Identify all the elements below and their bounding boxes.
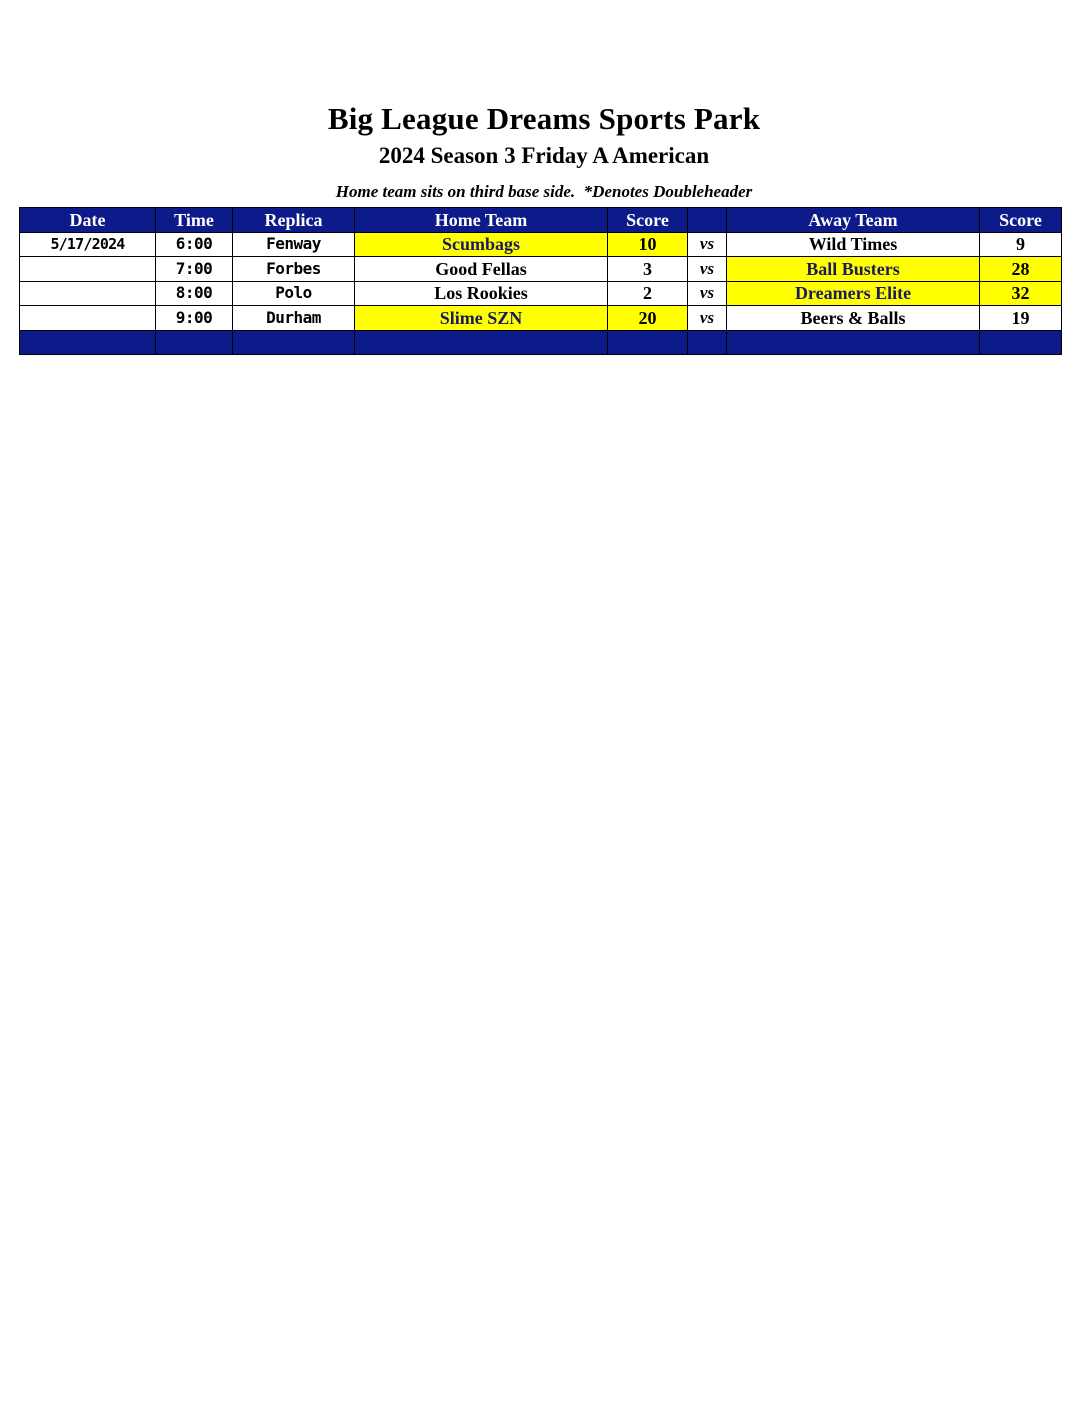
footer-cell bbox=[233, 330, 355, 355]
game-time: 6:00 bbox=[156, 232, 233, 257]
game-time: 8:00 bbox=[156, 281, 233, 306]
table-row bbox=[20, 232, 1062, 257]
table-header-row bbox=[20, 208, 1062, 233]
away-score: 9 bbox=[980, 232, 1062, 257]
game-replica: Durham bbox=[233, 306, 355, 331]
column-header-home-score: Score bbox=[608, 208, 688, 233]
footer-cell bbox=[355, 330, 608, 355]
footer-cell bbox=[20, 330, 156, 355]
game-date bbox=[20, 306, 156, 331]
game-time: 9:00 bbox=[156, 306, 233, 331]
page-title: Big League Dreams Sports Park bbox=[327, 101, 761, 136]
away-score: 28 bbox=[980, 257, 1062, 282]
away-team: Dreamers Elite bbox=[727, 281, 980, 306]
column-header-away-score: Score bbox=[980, 208, 1062, 233]
vs-label: vs bbox=[688, 281, 727, 306]
footer-cell bbox=[727, 330, 980, 355]
table-row bbox=[20, 281, 1062, 306]
schedule-table bbox=[19, 207, 1062, 355]
column-header-replica: Replica bbox=[233, 208, 355, 233]
table-row bbox=[20, 257, 1062, 282]
home-team: Slime SZN bbox=[355, 306, 608, 331]
table-footer-row bbox=[20, 330, 1062, 355]
game-date: 5/17/2024 bbox=[20, 232, 156, 257]
footer-cell bbox=[688, 330, 727, 355]
away-score: 32 bbox=[980, 281, 1062, 306]
away-team: Ball Busters bbox=[727, 257, 980, 282]
vs-label: vs bbox=[688, 257, 727, 282]
home-team: Scumbags bbox=[355, 232, 608, 257]
game-date bbox=[20, 281, 156, 306]
table-row bbox=[20, 306, 1062, 331]
game-time: 7:00 bbox=[156, 257, 233, 282]
game-date bbox=[20, 257, 156, 282]
home-score: 20 bbox=[608, 306, 688, 331]
column-header-date: Date bbox=[20, 208, 156, 233]
footer-cell bbox=[980, 330, 1062, 355]
home-score: 10 bbox=[608, 232, 688, 257]
home-team: Los Rookies bbox=[355, 281, 608, 306]
vs-label: vs bbox=[688, 306, 727, 331]
home-score: 2 bbox=[608, 281, 688, 306]
game-replica: Fenway bbox=[233, 232, 355, 257]
home-team: Good Fellas bbox=[355, 257, 608, 282]
column-header-away-team: Away Team bbox=[727, 208, 980, 233]
column-header-home-team: Home Team bbox=[355, 208, 608, 233]
page-subtitle: 2024 Season 3 Friday A American bbox=[378, 143, 710, 168]
home-score: 3 bbox=[608, 257, 688, 282]
vs-label: vs bbox=[688, 232, 727, 257]
footer-cell bbox=[608, 330, 688, 355]
away-score: 19 bbox=[980, 306, 1062, 331]
footer-cell bbox=[156, 330, 233, 355]
away-team: Wild Times bbox=[727, 232, 980, 257]
game-replica: Polo bbox=[233, 281, 355, 306]
column-header-time: Time bbox=[156, 208, 233, 233]
column-header-vs bbox=[688, 208, 727, 233]
schedule-note: Home team sits on third base side. *Denotes Doubleheader bbox=[335, 182, 753, 201]
away-team: Beers & Balls bbox=[727, 306, 980, 331]
game-replica: Forbes bbox=[233, 257, 355, 282]
